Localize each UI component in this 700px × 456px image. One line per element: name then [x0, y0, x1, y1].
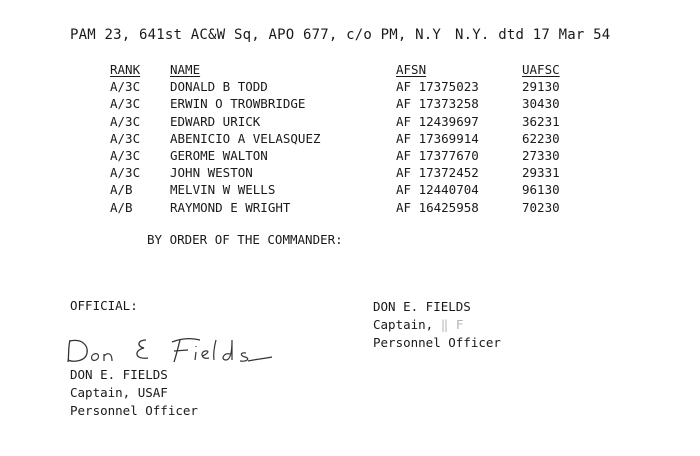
roster-name: ABENICIO A VELASQUEZ: [170, 130, 321, 146]
column-header-name: NAME: [170, 62, 201, 77]
roster-afsn: AF 17375023: [396, 79, 479, 95]
roster-afsn: AF 17377670: [396, 147, 479, 163]
roster-rank: A/B: [110, 199, 133, 215]
handwritten-signature: [64, 334, 274, 366]
by-order-of-commander: BY ORDER OF THE COMMANDER:: [147, 232, 343, 247]
roster-name: RAYMOND E WRIGHT: [170, 199, 291, 215]
roster-afsn: AF 16425958: [396, 199, 479, 215]
official-name: DON E. FIELDS: [70, 367, 168, 382]
roster-rank: A/B: [110, 182, 133, 198]
roster-name: GEROME WALTON: [170, 147, 268, 163]
official-label: OFFICIAL:: [70, 298, 138, 313]
roster-afsn: AF 12440704: [396, 182, 479, 198]
roster-uafsc: 36231: [522, 113, 560, 129]
roster-name: JOHN WESTON: [170, 165, 253, 181]
roster-afsn: AF 12439697: [396, 113, 479, 129]
commander-signature-block: [373, 298, 501, 352]
roster-rank: A/3C: [110, 79, 141, 95]
commander-role: Personnel Officer: [373, 335, 501, 350]
roster-uafsc: 96130: [522, 182, 560, 198]
header-reference: PAM 23, 641st AC&W Sq, APO 677, c/o PM, N.Y: [70, 27, 442, 43]
column-header-rank: RANK: [110, 62, 141, 77]
roster-afsn: AF 17369914: [396, 130, 479, 146]
official-title: Captain, USAF: [70, 385, 168, 400]
roster-afsn: AF 17373258: [396, 96, 479, 112]
roster-name: MELVIN W WELLS: [170, 182, 276, 198]
column-header-afsn: AFSN: [396, 62, 427, 77]
commander-title: Captain, ‖ F: [373, 317, 464, 332]
roster-rank: A/3C: [110, 165, 141, 181]
roster-uafsc: 29331: [522, 165, 560, 181]
roster-rank: A/3C: [110, 113, 141, 129]
header-location-date: N.Y. dtd 17 Mar 54: [455, 27, 611, 43]
roster-afsn: AF 17372452: [396, 165, 479, 181]
roster-uafsc: 62230: [522, 130, 560, 146]
roster-rank: A/3C: [110, 130, 141, 146]
roster-name: ERWIN O TROWBRIDGE: [170, 96, 306, 112]
commander-name: DON E. FIELDS: [373, 299, 471, 314]
official-role: Personnel Officer: [70, 403, 198, 418]
roster-uafsc: 70230: [522, 199, 560, 215]
roster-uafsc: 27330: [522, 147, 560, 163]
roster-rank: A/3C: [110, 147, 141, 163]
roster-uafsc: 30430: [522, 96, 560, 112]
document-header: [70, 27, 610, 43]
column-header-uafsc: UAFSC: [522, 62, 560, 77]
official-signature-block: [70, 366, 198, 420]
commander-title-faint: F: [455, 317, 464, 332]
roster-name: EDWARD URICK: [170, 113, 261, 129]
roster-rank: A/3C: [110, 96, 141, 112]
roster-name: DONALD B TODD: [170, 79, 268, 95]
roster-uafsc: 29130: [522, 79, 560, 95]
